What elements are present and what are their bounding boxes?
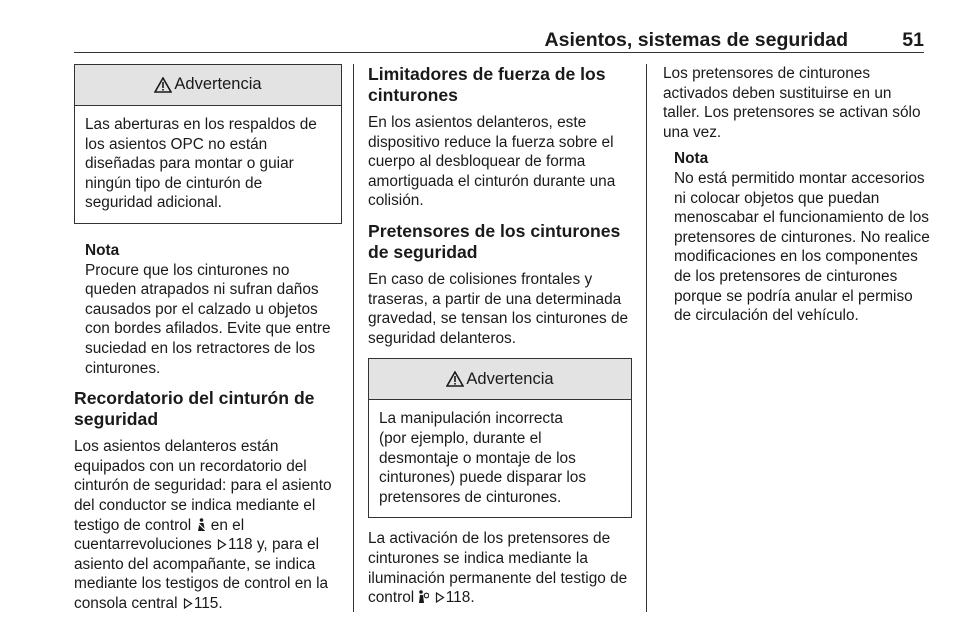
section-paragraph bbox=[74, 437, 342, 613]
column-2 bbox=[368, 64, 632, 608]
note-block bbox=[674, 149, 931, 325]
warning-title: Advertencia bbox=[466, 369, 554, 388]
page-reference: 118 bbox=[228, 536, 253, 554]
warning-header bbox=[75, 65, 341, 106]
warning-triangle-icon bbox=[154, 77, 172, 93]
warning-box bbox=[368, 358, 632, 518]
warning-header bbox=[369, 359, 631, 400]
warning-text bbox=[369, 400, 631, 517]
page-reference-arrow-icon bbox=[217, 539, 227, 550]
paragraph-text: La activación de los pretensores de cinturones se indica mediante la iluminación permanente del testigo de control bbox=[368, 530, 628, 607]
paragraph-text: . bbox=[470, 589, 475, 607]
note-text: Procure que los cinturones no queden atrapados ni sufran daños causados por el calzado u objetos con bordes afilados. Evite que entre suciedad en los retractores de los cinturones. bbox=[85, 261, 331, 377]
seatbelt-reminder-icon bbox=[196, 518, 207, 532]
note-text: No está permitido montar accesorios ni colocar objetos que puedan menoscabar el funcionamiento de los pretensores de cinturones. No realice modificaciones en los componentes de los pretensores de cinturones porque se podría anular el permiso de circulación del vehículo. bbox=[674, 169, 930, 325]
page-reference: 118 bbox=[445, 589, 471, 607]
section-paragraph: En los asientos delanteros, este dispositivo reduce la fuerza sobre el cuerpo al desbloquear de forma amortiguada el cinturón durante una colisión. bbox=[368, 114, 616, 210]
section-paragraph: Los pretensores de cinturones activados deben sustituirse en un taller. Los pretensores se activan sólo una vez. bbox=[663, 65, 921, 141]
paragraph-text: Los asientos delanteros están equipados con un recordatorio del cinturón de seguridad: para el asiento del conductor se indica mediante el testigo de control bbox=[74, 438, 332, 534]
note-title: Nota bbox=[85, 241, 120, 259]
section-heading: Pretensores de los cinturones de seguridad bbox=[368, 220, 621, 262]
warning-title: Advertencia bbox=[174, 75, 262, 94]
page-reference: 115 bbox=[193, 594, 219, 612]
section-paragraph bbox=[368, 529, 632, 607]
note-title: Nota bbox=[674, 150, 709, 168]
paragraph-text: en el cuentarrevoluciones bbox=[74, 516, 245, 554]
page-number: 51 bbox=[902, 29, 924, 51]
paragraph-text: . bbox=[218, 594, 223, 612]
warning-line: (por ejemplo, durante el desmontaje o montaje de los cinturones) puede disparar los pretensores de cinturones. bbox=[379, 429, 587, 506]
warning-text: Las aberturas en los respaldos de los asientos OPC no están diseñadas para montar o guiar ningún tipo de cinturón de seguridad adicional. bbox=[85, 116, 317, 212]
paragraph-text: y, para el asiento del acompañante, se indica mediante los testigos de control en la consola central bbox=[74, 536, 329, 612]
page-header bbox=[74, 27, 924, 53]
page-reference-arrow-icon bbox=[183, 598, 193, 609]
airbag-icon bbox=[418, 590, 429, 604]
column-divider bbox=[646, 64, 647, 612]
warning-triangle-icon bbox=[446, 371, 464, 387]
section-heading: Limitadores de fuerza de los cinturones bbox=[368, 64, 606, 105]
column-divider bbox=[353, 64, 354, 612]
note-block bbox=[85, 241, 342, 378]
warning-line: La manipulación incorrecta bbox=[379, 410, 563, 428]
column-1 bbox=[74, 64, 342, 613]
page-reference-arrow-icon bbox=[435, 592, 445, 603]
warning-box bbox=[74, 64, 342, 224]
section-paragraph: En caso de colisiones frontales y traseras, a partir de una determinada gravedad, se tensan los cinturones de seguridad delanteros. bbox=[368, 270, 629, 347]
section-title: Asientos, sistemas de seguridad bbox=[544, 29, 848, 51]
section-heading: Recordatorio del cinturón de seguridad bbox=[74, 388, 315, 430]
column-3 bbox=[663, 64, 931, 326]
